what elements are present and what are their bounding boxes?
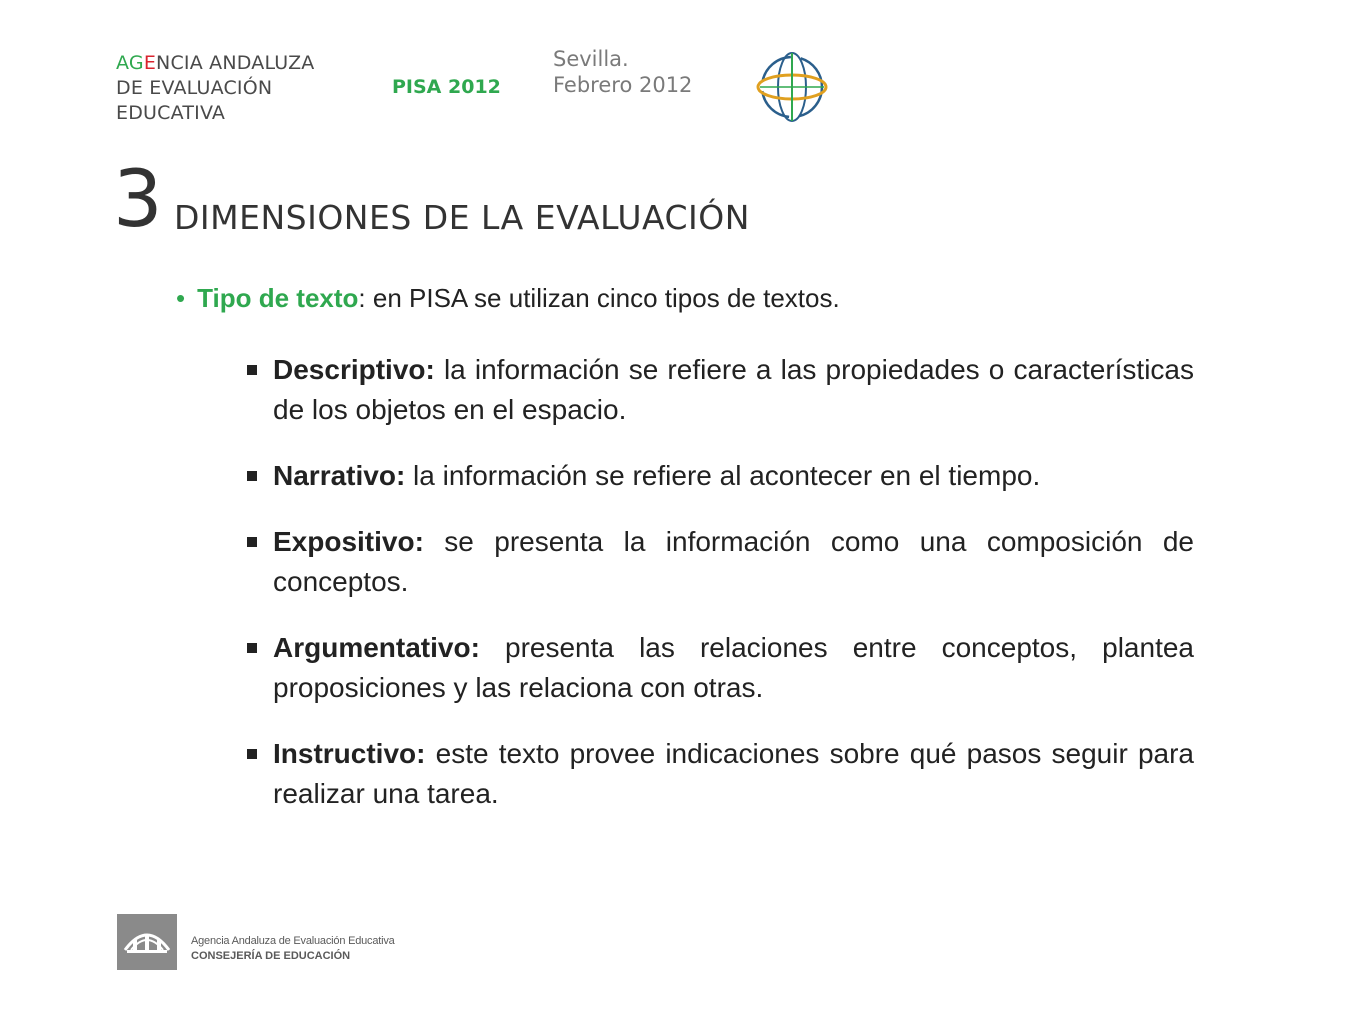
intro-bullet — [176, 280, 1216, 316]
date: Febrero 2012 — [553, 73, 693, 97]
text-type-item — [242, 456, 1194, 496]
agency-line-3: EDUCATIVA — [116, 102, 226, 124]
text-type-desc: se presenta la información como una composición de conceptos. — [273, 526, 1194, 597]
text-type-item — [242, 734, 1194, 814]
text-type-desc: la información se refiere al acontecer en el tiempo. — [405, 460, 1041, 491]
square-bullet-icon — [247, 643, 257, 653]
square-bullet-icon — [247, 749, 257, 759]
city: Sevilla. — [553, 47, 629, 71]
text-type-item — [242, 350, 1194, 430]
agency-line-1: AGENCIA ANDALUZA — [116, 52, 315, 74]
place-date — [553, 46, 692, 98]
agency-line-2: DE EVALUACIÓN — [116, 77, 273, 99]
junta-andalucia-logo — [117, 914, 177, 970]
agency-name — [116, 51, 314, 126]
square-bullet-icon — [247, 365, 257, 375]
text-type-term: Instructivo: — [273, 738, 426, 769]
text-type-term: Argumentativo: — [273, 632, 480, 663]
pisa-label: PISA 2012 — [392, 76, 501, 98]
globe-icon — [756, 50, 828, 124]
text-types-list — [242, 350, 1194, 840]
intro-term: Tipo de texto — [197, 283, 359, 313]
text-type-item — [242, 628, 1194, 708]
section-title: DIMENSIONES DE LA EVALUACIÓN — [174, 198, 750, 237]
text-type-term: Narrativo: — [273, 460, 406, 491]
bullet-dot: • — [176, 283, 186, 313]
text-type-desc: este texto provee indicaciones sobre qué pasos seguir para realizar una tarea. — [273, 738, 1194, 809]
section-number: 3 — [113, 155, 163, 245]
text-type-desc: presenta las relaciones entre conceptos, plantea proposiciones y las relaciona con otras. — [273, 632, 1194, 703]
intro-text: : en PISA se utilizan cinco tipos de textos. — [358, 283, 840, 313]
square-bullet-icon — [247, 537, 257, 547]
text-type-item — [242, 522, 1194, 602]
square-bullet-icon — [247, 471, 257, 481]
footer-agency: Agencia Andaluza de Evaluación Educativa — [191, 935, 395, 947]
text-type-term: Expositivo: — [273, 526, 424, 557]
text-type-term: Descriptivo: — [273, 354, 435, 385]
text-type-desc: la información se refiere a las propiedades o características de los objetos en el espacio. — [273, 354, 1194, 425]
footer-ministry: CONSEJERÍA DE EDUCACIÓN — [191, 950, 351, 962]
